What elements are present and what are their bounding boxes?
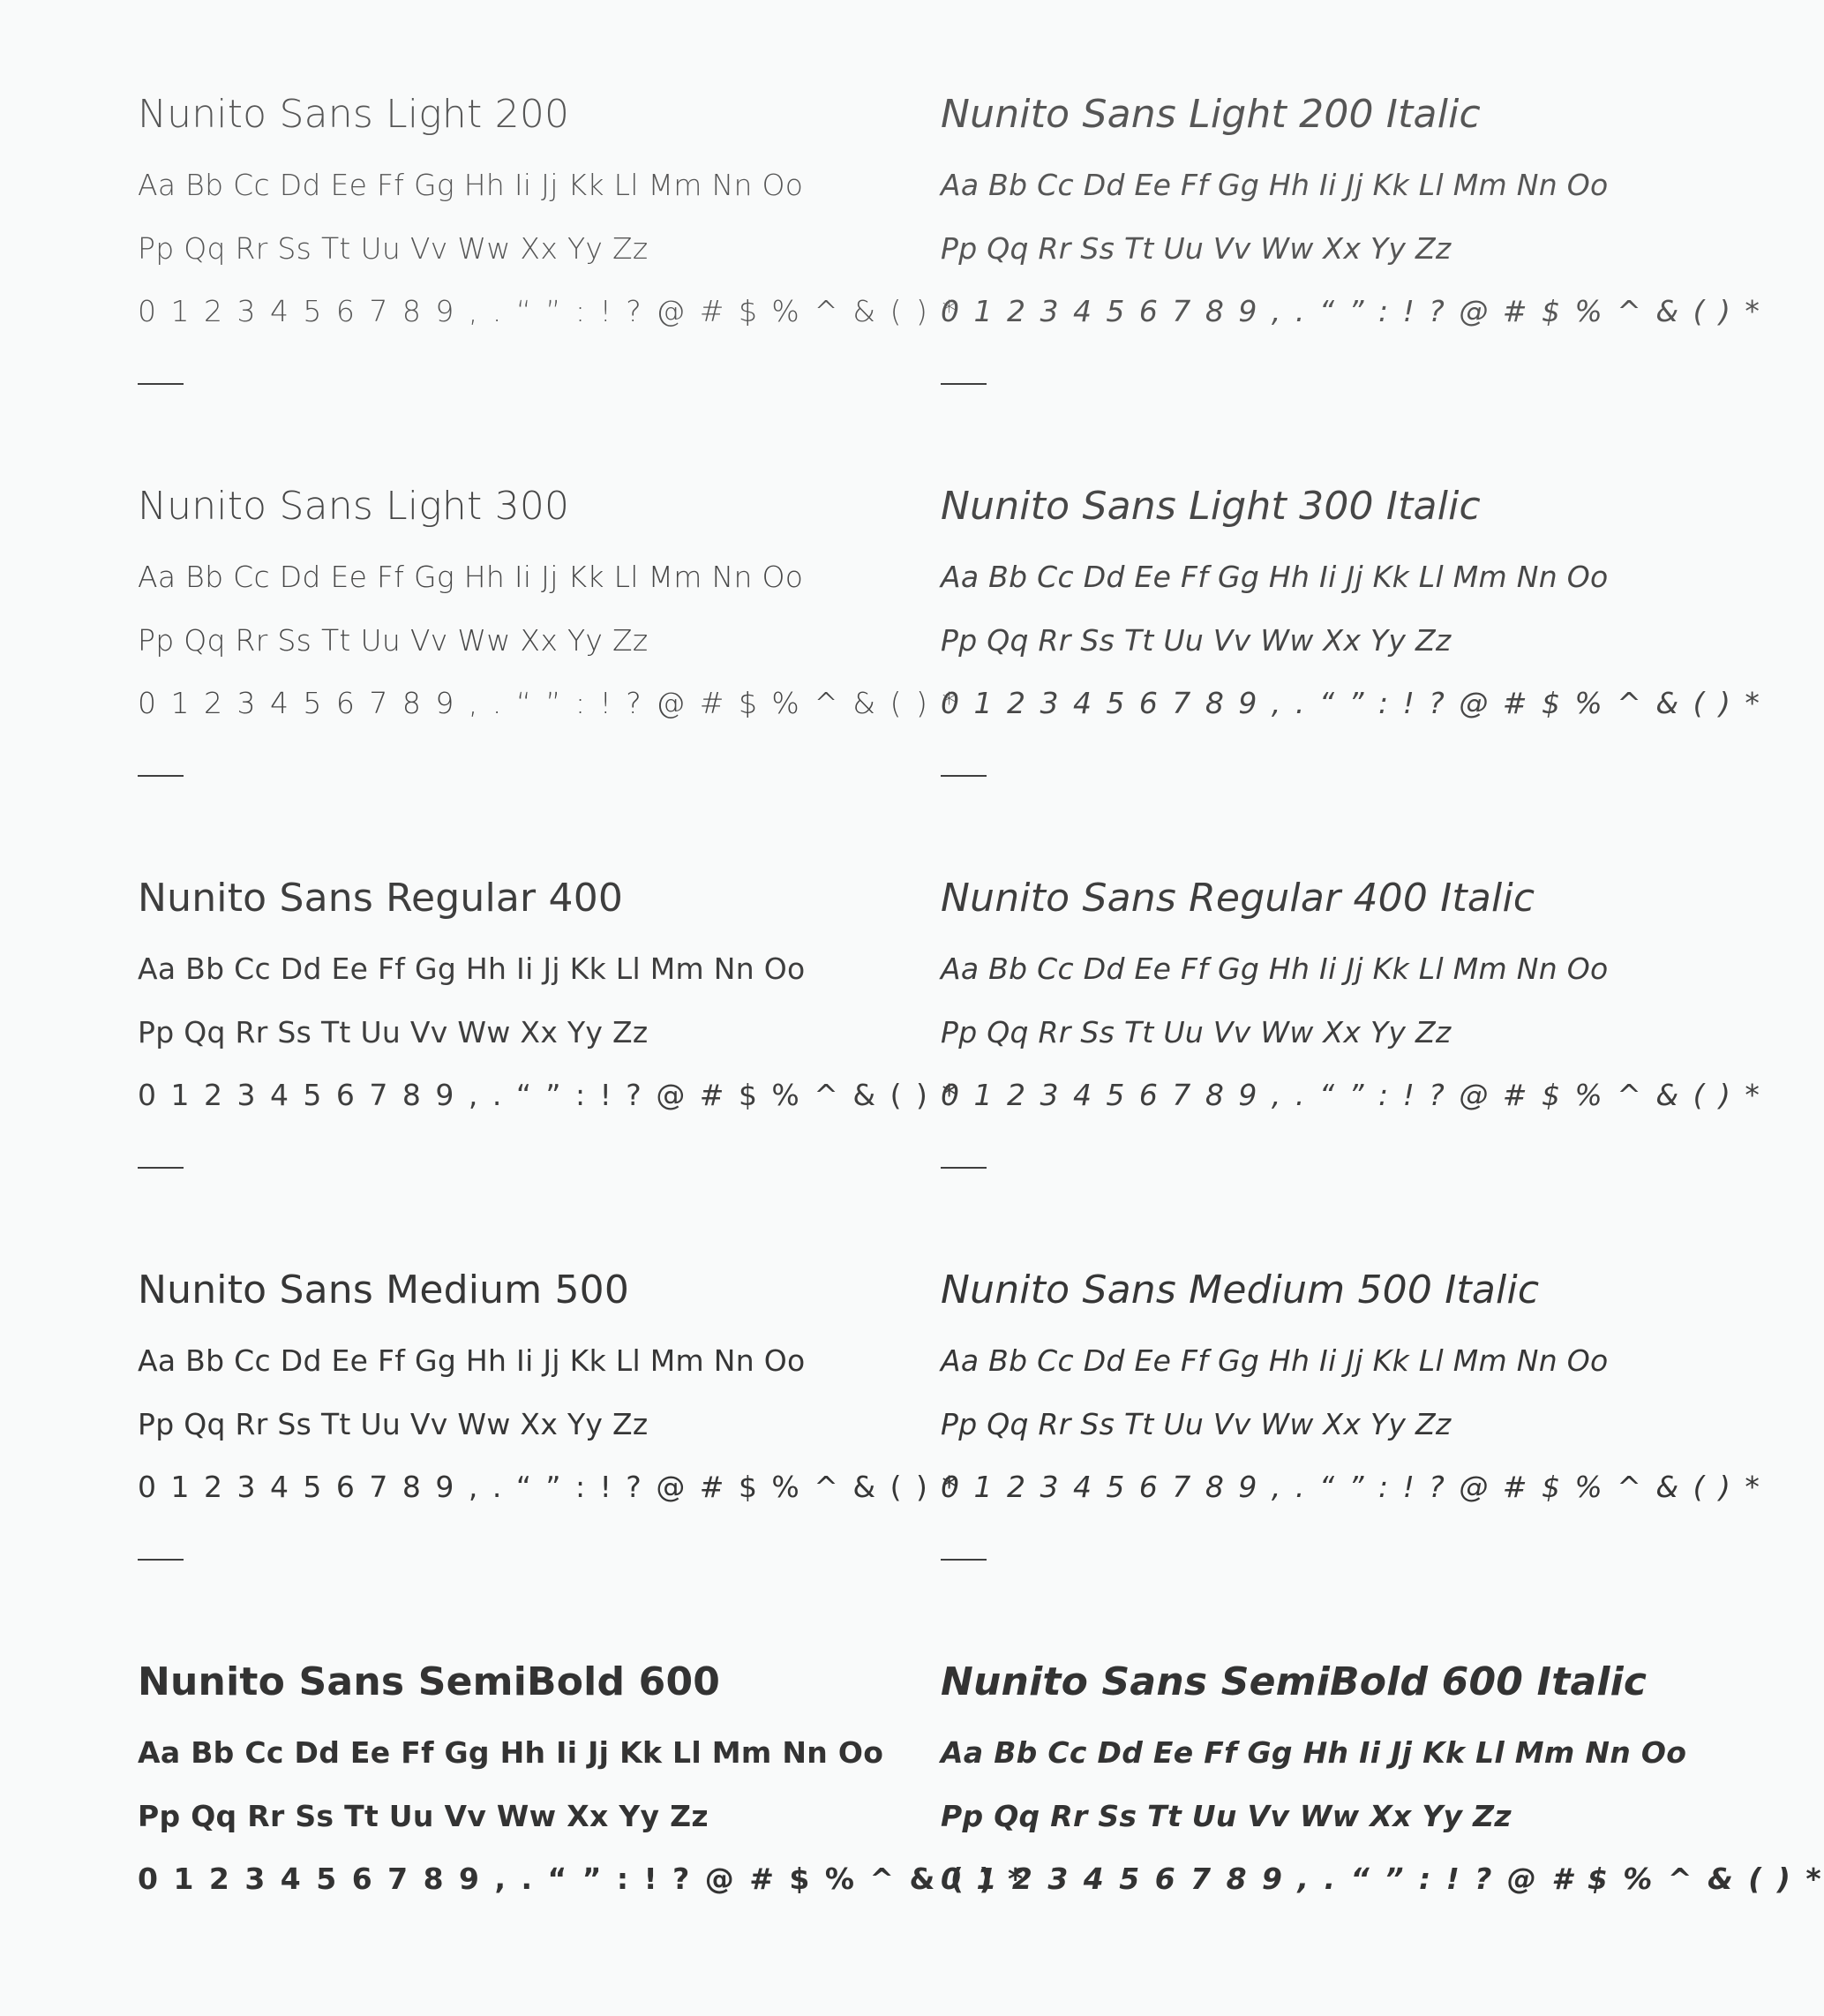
specimen-title: Nunito Sans SemiBold 600 — [138, 1659, 721, 1704]
specimen-uppercase-line: Aa Bb Cc Dd Ee Ff Gg Hh Ii Jj Kk Ll Mm Nn Oo — [138, 560, 804, 594]
section-divider — [941, 1559, 987, 1561]
specimen-title: Nunito Sans Medium 500 Italic — [941, 1268, 1540, 1313]
section-divider — [941, 775, 987, 777]
specimen-title: Nunito Sans Regular 400 — [138, 876, 624, 921]
specimen-uppercase-line: Aa Bb Cc Dd Ee Ff Gg Hh Ii Jj Kk Ll Mm Nn Oo — [138, 1343, 806, 1378]
specimen-title: Nunito Sans Light 300 — [138, 484, 570, 529]
specimen-symbols-line: 0 1 2 3 4 5 6 7 8 9 , . “ ” : ! ? @ # $ % ^ & ( ) * — [138, 1470, 959, 1504]
specimen-uppercase-line: Aa Bb Cc Dd Ee Ff Gg Hh Ii Jj Kk Ll Mm Nn Oo — [138, 1735, 884, 1770]
specimen-symbols-line: 0 1 2 3 4 5 6 7 8 9 , . “ ” : ! ? @ # $ % ^ & ( ) * — [138, 294, 959, 328]
specimen-symbols-line: 0 1 2 3 4 5 6 7 8 9 , . “ ” : ! ? @ # $ % ^ & ( ) * — [941, 1862, 1824, 1896]
specimen-symbols-line: 0 1 2 3 4 5 6 7 8 9 , . “ ” : ! ? @ # $ % ^ & ( ) * — [138, 686, 959, 720]
specimen-uppercase-line: Aa Bb Cc Dd Ee Ff Gg Hh Ii Jj Kk Ll Mm Nn Oo — [941, 168, 1609, 202]
specimen-symbols-line: 0 1 2 3 4 5 6 7 8 9 , . “ ” : ! ? @ # $ % ^ & ( ) * — [941, 686, 1762, 720]
specimen-uppercase-line: Aa Bb Cc Dd Ee Ff Gg Hh Ii Jj Kk Ll Mm Nn Oo — [138, 952, 806, 986]
specimen-symbols-line: 0 1 2 3 4 5 6 7 8 9 , . “ ” : ! ? @ # $ % ^ & ( ) * — [138, 1862, 1026, 1896]
specimen-lowercase-line: Pp Qq Rr Ss Tt Uu Vv Ww Xx Yy Zz — [941, 623, 1452, 658]
specimen-uppercase-line: Aa Bb Cc Dd Ee Ff Gg Hh Ii Jj Kk Ll Mm Nn Oo — [138, 168, 804, 202]
specimen-symbols-line: 0 1 2 3 4 5 6 7 8 9 , . “ ” : ! ? @ # $ % ^ & ( ) * — [941, 1078, 1762, 1112]
specimen-title: Nunito Sans Medium 500 — [138, 1268, 630, 1313]
specimen-title: Nunito Sans Light 200 — [138, 92, 570, 137]
specimen-lowercase-line: Pp Qq Rr Ss Tt Uu Vv Ww Xx Yy Zz — [138, 1407, 649, 1441]
section-divider — [138, 1167, 184, 1169]
section-divider — [941, 383, 987, 385]
specimen-uppercase-line: Aa Bb Cc Dd Ee Ff Gg Hh Ii Jj Kk Ll Mm Nn Oo — [941, 1343, 1609, 1378]
section-divider — [138, 775, 184, 777]
specimen-lowercase-line: Pp Qq Rr Ss Tt Uu Vv Ww Xx Yy Zz — [941, 1799, 1512, 1833]
specimen-title: Nunito Sans SemiBold 600 Italic — [941, 1659, 1648, 1704]
specimen-lowercase-line: Pp Qq Rr Ss Tt Uu Vv Ww Xx Yy Zz — [941, 1407, 1452, 1441]
specimen-lowercase-line: Pp Qq Rr Ss Tt Uu Vv Ww Xx Yy Zz — [138, 1015, 649, 1049]
specimen-symbols-line: 0 1 2 3 4 5 6 7 8 9 , . “ ” : ! ? @ # $ % ^ & ( ) * — [941, 294, 1762, 328]
specimen-symbols-line: 0 1 2 3 4 5 6 7 8 9 , . “ ” : ! ? @ # $ % ^ & ( ) * — [138, 1078, 959, 1112]
section-divider — [138, 383, 184, 385]
specimen-title: Nunito Sans Regular 400 Italic — [941, 876, 1535, 921]
specimen-title: Nunito Sans Light 200 Italic — [941, 92, 1481, 137]
section-divider — [941, 1167, 987, 1169]
specimen-lowercase-line: Pp Qq Rr Ss Tt Uu Vv Ww Xx Yy Zz — [138, 1799, 709, 1833]
specimen-lowercase-line: Pp Qq Rr Ss Tt Uu Vv Ww Xx Yy Zz — [138, 231, 649, 266]
specimen-lowercase-line: Pp Qq Rr Ss Tt Uu Vv Ww Xx Yy Zz — [941, 1015, 1452, 1049]
specimen-lowercase-line: Pp Qq Rr Ss Tt Uu Vv Ww Xx Yy Zz — [138, 623, 649, 658]
section-divider — [138, 1559, 184, 1561]
specimen-uppercase-line: Aa Bb Cc Dd Ee Ff Gg Hh Ii Jj Kk Ll Mm Nn Oo — [941, 952, 1609, 986]
specimen-symbols-line: 0 1 2 3 4 5 6 7 8 9 , . “ ” : ! ? @ # $ % ^ & ( ) * — [941, 1470, 1762, 1504]
specimen-lowercase-line: Pp Qq Rr Ss Tt Uu Vv Ww Xx Yy Zz — [941, 231, 1452, 266]
specimen-uppercase-line: Aa Bb Cc Dd Ee Ff Gg Hh Ii Jj Kk Ll Mm Nn Oo — [941, 1735, 1687, 1770]
specimen-title: Nunito Sans Light 300 Italic — [941, 484, 1481, 529]
specimen-uppercase-line: Aa Bb Cc Dd Ee Ff Gg Hh Ii Jj Kk Ll Mm Nn Oo — [941, 560, 1609, 594]
